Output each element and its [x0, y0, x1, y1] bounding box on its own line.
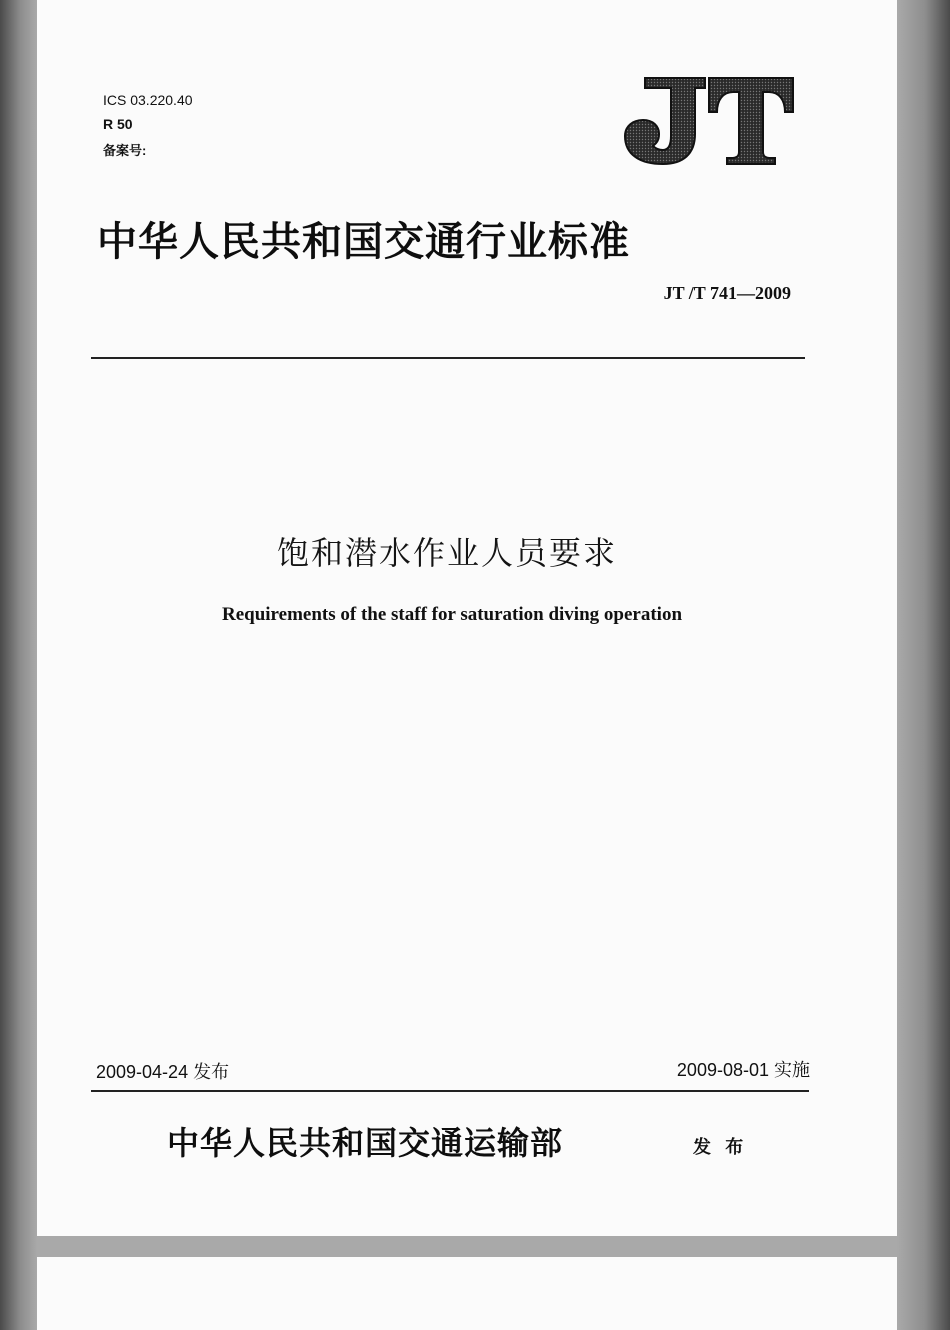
document-page — [37, 0, 897, 1236]
top-divider — [91, 357, 805, 359]
bottom-divider — [91, 1090, 809, 1092]
issuing-authority: 中华人民共和国交通运输部 — [167, 1124, 564, 1162]
document-title-english: Requirements of the staff for saturation diving operation — [221, 604, 683, 625]
issue-date: 2009-04-24 发布 — [96, 1062, 230, 1082]
r-code: R 50 — [103, 116, 133, 132]
standard-number: JT /T 741—2009 — [663, 283, 791, 303]
ics-code: ICS 03.220.40 — [103, 92, 193, 108]
standard-category-title: 中华人民共和国交通行业标准 — [97, 218, 630, 265]
filing-number-label: 备案号: — [103, 143, 147, 158]
jt-logo — [623, 72, 795, 168]
implementation-date: 2009-08-01 实施 — [676, 1060, 810, 1080]
next-page — [37, 1257, 897, 1330]
document-title-chinese: 饱和潜水作业人员要求 — [276, 534, 617, 572]
issuing-action: 发 布 — [693, 1137, 748, 1158]
